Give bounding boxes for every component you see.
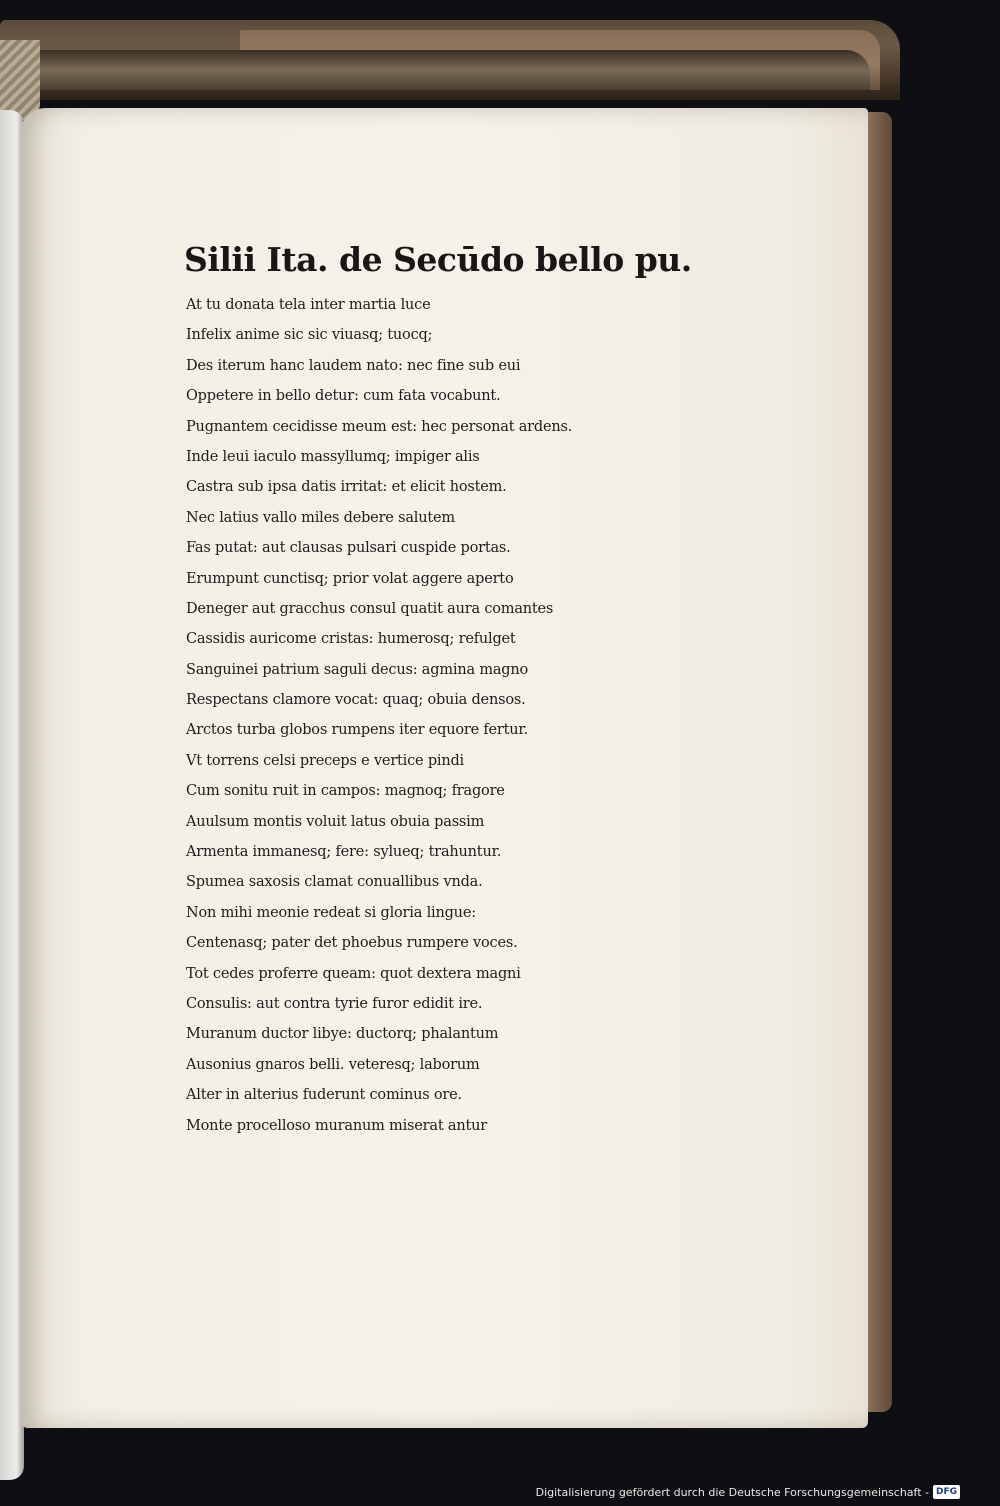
text-block — [184, 240, 692, 1141]
verse-line: Arctos turba globos rumpens iter equore fertur. — [186, 722, 528, 739]
book-top-strip — [30, 50, 870, 90]
verse-line: Alter in alterius fuderunt cominus ore. — [186, 1087, 462, 1104]
verse-line: Respectans clamore vocat: quaq; obuia densos. — [186, 692, 526, 709]
verse-line: At tu donata tela inter martia luce — [186, 297, 431, 313]
credit-text: Digitalisierung gefördert durch die Deutsche Forschungsgemeinschaft - — [535, 1485, 929, 1499]
verse-line: Erumpunt cunctisq; prior volat aggere aperto — [186, 570, 514, 587]
verse-line: Deneger aut gracchus consul quatit aura comantes — [186, 600, 554, 617]
verse-line: Nec latius vallo miles debere salutem — [186, 509, 455, 526]
verse-line: Pugnantem cecidisse meum est: hec personat ardens. — [186, 418, 573, 435]
verse-line: Non mihi meonie redeat si gloria lingue: — [186, 904, 476, 921]
page-heading: Silii Ita. de Secūdo bello pu. — [184, 240, 692, 279]
verse-line: Inde leui iaculo massyllumq; impiger alis — [186, 448, 480, 465]
verse-line: Infelix anime sic sic viuasq; tuocq; — [186, 327, 433, 344]
verse-line: Centenasq; pater det phoebus rumpere voces. — [186, 935, 518, 952]
verse-line: Spumea saxosis clamat conuallibus vnda. — [186, 874, 483, 891]
verse-line: Armenta immanesq; fere: sylueq; trahuntur. — [186, 844, 502, 861]
verse-line: Ausonius gnaros belli. veteresq; laborum — [186, 1056, 480, 1073]
verse-line: Des iterum hanc laudem nato: nec fine sub eui — [186, 357, 521, 374]
digitization-credit — [536, 1485, 960, 1499]
verse-line: Monte procelloso muranum miserat antur — [186, 1117, 487, 1134]
verse-line: Tot cedes proferre queam: quot dextera magni — [186, 965, 521, 982]
headband — [0, 40, 40, 120]
verse-line: Fas putat: aut clausas pulsari cuspide portas. — [186, 540, 511, 557]
verse-line: Cassidis auricome cristas: humerosq; refulget — [186, 631, 516, 648]
verse-line: Consulis: aut contra tyrie furor edidit ire. — [186, 995, 483, 1012]
verse-line: Oppetere in bello detur: cum fata vocabunt. — [186, 388, 501, 405]
dfg-logo-icon: DFG — [933, 1485, 960, 1499]
verse-line: Vt torrens celsi preceps e vertice pindi — [186, 752, 464, 769]
verse-line: Sanguinei patrium saguli decus: agmina magno — [186, 661, 529, 678]
verse-line: Auulsum montis voluit latus obuia passim — [186, 813, 485, 830]
verse-list — [186, 290, 573, 1141]
verse-line: Cum sonitu ruit in campos: magnoq; fragore — [186, 783, 505, 800]
verse-line: Castra sub ipsa datis irritat: et elicit hostem. — [186, 479, 507, 496]
verse-line: Muranum ductor libye: ductorq; phalantum — [186, 1026, 499, 1043]
